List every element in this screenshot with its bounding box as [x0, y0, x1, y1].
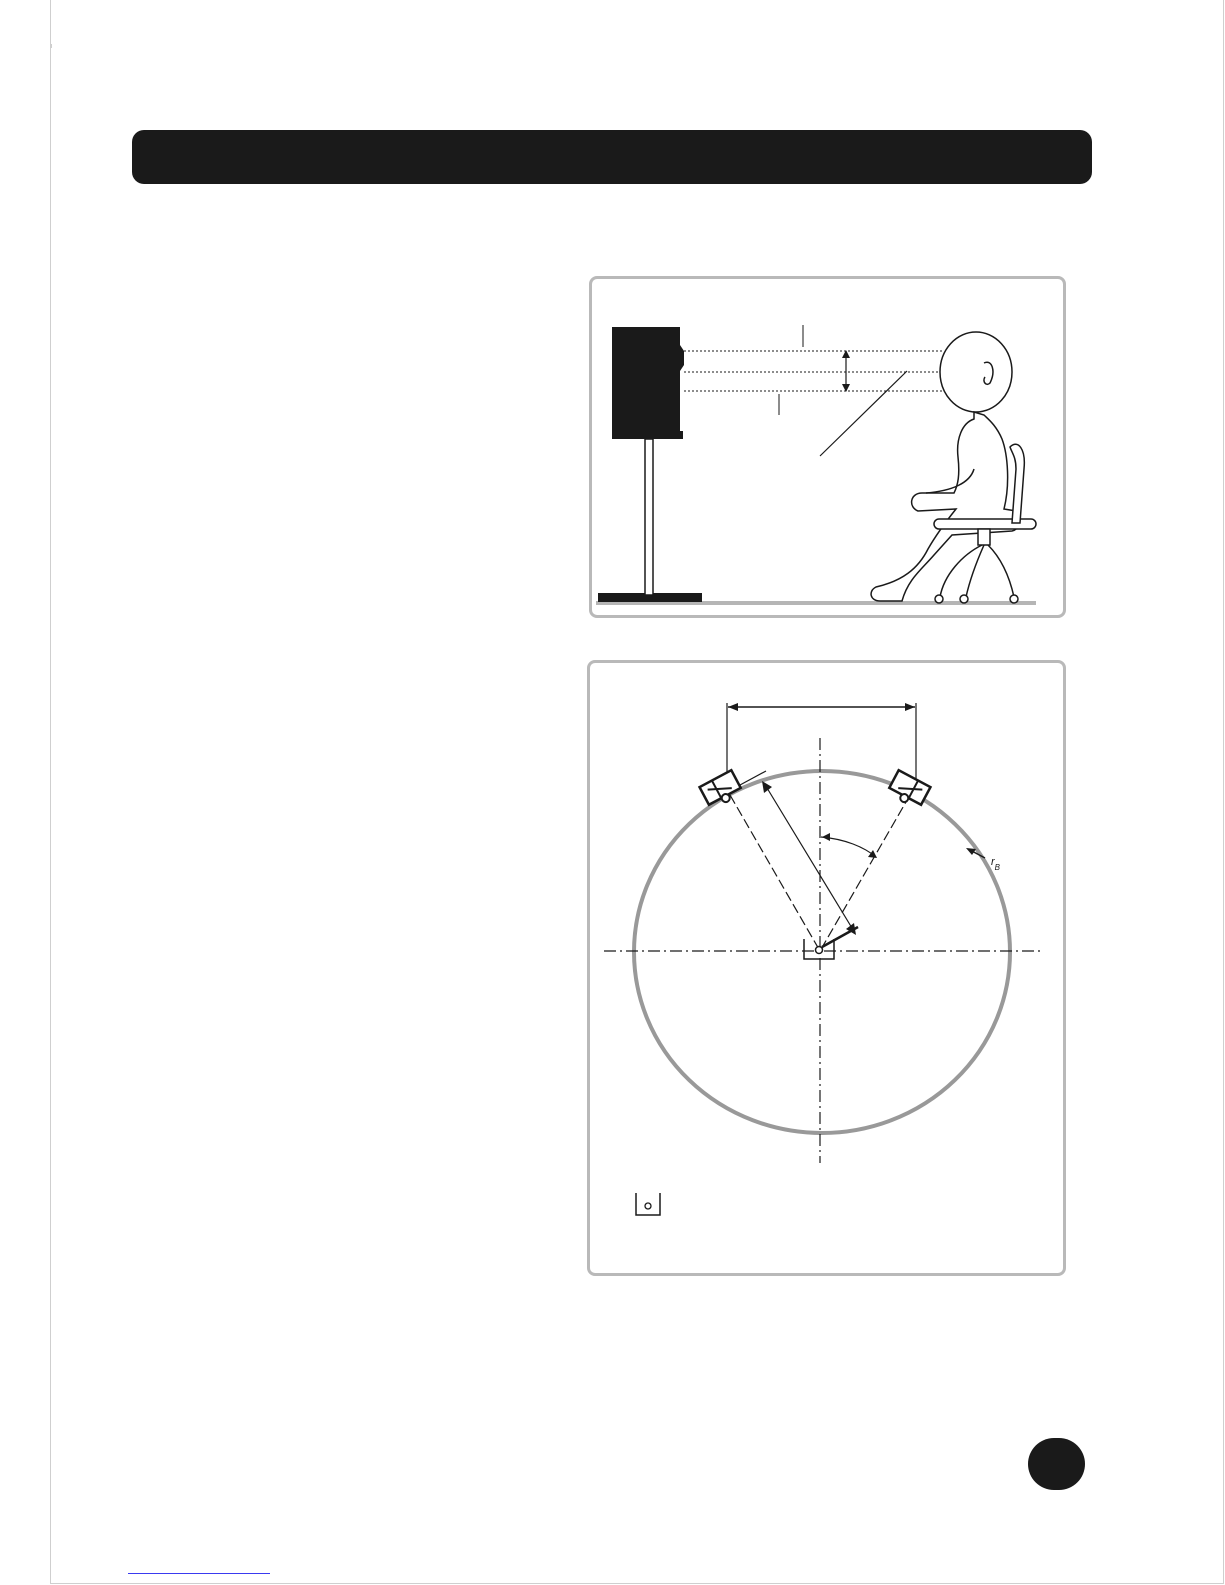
chair-wheel	[960, 595, 968, 603]
listener-point	[816, 947, 823, 954]
right-speaker-icon	[886, 770, 930, 810]
chair-column	[978, 529, 990, 545]
speaker-height-diagram	[592, 279, 1063, 615]
margin-tick	[50, 44, 52, 48]
section-header-bar	[132, 130, 1092, 184]
listener-head	[940, 332, 1012, 412]
radius-tick-bottom	[822, 927, 858, 947]
speaker-cabinet	[612, 327, 684, 439]
right-listening-line	[820, 795, 910, 951]
stereo-triangle-diagram	[590, 663, 1063, 1273]
radius-label: $r_B$	[991, 856, 1001, 872]
footer-link-underline[interactable]	[128, 1573, 270, 1574]
stereo-triangle-figure	[587, 660, 1066, 1276]
angle-arrow-left	[822, 833, 830, 841]
page-number-badge	[1028, 1438, 1085, 1490]
chair-wheel	[935, 595, 943, 603]
arrow-right	[905, 703, 915, 711]
chair-back	[1010, 444, 1024, 523]
angle-arrow-right	[868, 850, 877, 858]
ear-leader-line	[820, 371, 907, 456]
left-listening-line	[730, 795, 820, 951]
speaker-height-figure	[589, 276, 1066, 618]
left-speaker-icon	[700, 770, 744, 810]
arrow-left	[728, 703, 738, 711]
rb-arrow	[966, 848, 976, 855]
stand-pole	[645, 439, 653, 595]
radius-arrow-top	[762, 781, 772, 793]
radius-line	[764, 783, 855, 933]
listener-body	[871, 412, 1019, 601]
chair-wheel	[1010, 595, 1018, 603]
chair-leg-left	[940, 545, 982, 597]
chair-leg-right	[988, 545, 1014, 597]
legend-listener-point	[645, 1203, 651, 1209]
